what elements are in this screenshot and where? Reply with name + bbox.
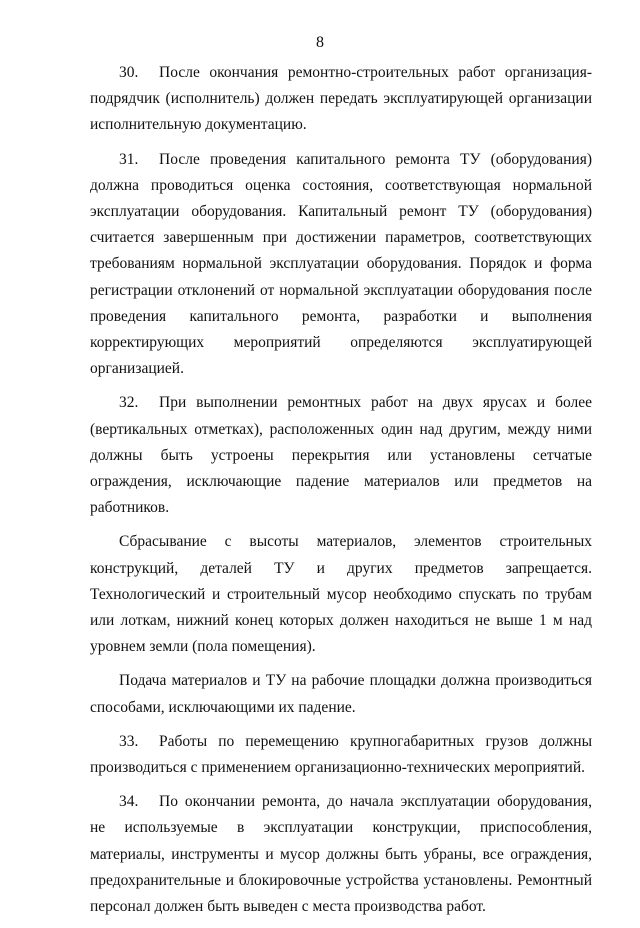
paragraph-number: 34. xyxy=(119,793,139,811)
paragraph-33 xyxy=(90,729,592,781)
paragraph-32 xyxy=(90,390,592,521)
paragraph-30 xyxy=(90,60,592,139)
paragraph-text: Сбрасывание с высоты материалов, элементов строительных конструкций, деталей ТУ и других предметов запрещается. Технологический и строительный мусор необходимо спускать по трубам или лоткам, нижний конец которых должен находиться не выше 1 м над уровнем земли (пола помещения). xyxy=(90,533,592,656)
page-number: 8 xyxy=(316,34,324,51)
paragraph-text: Работы по перемещению крупногабаритных грузов должны производиться с применением организационно-технических мероприятий. xyxy=(90,732,592,777)
paragraph-31 xyxy=(90,147,592,383)
paragraph-number: 30. xyxy=(119,64,139,81)
paragraph-text: При выполнении ремонтных работ на двух ярусах и более (вертикальных отметках), расположенных один над другим, между ними должны быть устроены перекрытия или установлены сетчатые ограждения, исключающие падение материалов или предметов на работников. xyxy=(90,394,592,517)
paragraph-text: После проведения капитального ремонта ТУ (оборудования) должна проводиться оценка состояния, соответствующая нормальной эксплуатации оборудования. Капитальный ремонт ТУ (оборудования) считается завершенным при достижении параметров, соответствующих требованиям нормальной эксплуатации оборудования. Порядок и форма регистрации отклонений от нормальной эксплуатации оборудования после проведения капитального ремонта, разработки и выполнения корректирующих мероприятий определяются эксплуатирующей организацией. xyxy=(90,150,592,378)
paragraph-number: 32. xyxy=(119,394,139,412)
paragraph-32-continuation-2 xyxy=(90,668,592,720)
paragraph-number: 31. xyxy=(119,150,139,168)
document-body xyxy=(90,60,592,928)
paragraph-34 xyxy=(90,789,592,920)
paragraph-text: После окончания ремонтно-строительных работ организация-подрядчик (исполнитель) должен передать эксплуатирующей организации исполнительную документацию. xyxy=(90,64,592,134)
paragraph-number: 33. xyxy=(119,732,139,750)
paragraph-text: По окончании ремонта, до начала эксплуатации оборудования, не используемые в эксплуатации конструкции, приспособления, материалы, инструменты и мусор должны быть убраны, все ограждения, предохранительные и блокировочные устройства установлены. Ремонтный персонал должен быть выведен с места производства работ. xyxy=(90,793,592,916)
paragraph-text: Подача материалов и ТУ на рабочие площадки должна производиться способами, исключающими их падение. xyxy=(90,672,592,716)
paragraph-32-continuation-1 xyxy=(90,529,592,660)
